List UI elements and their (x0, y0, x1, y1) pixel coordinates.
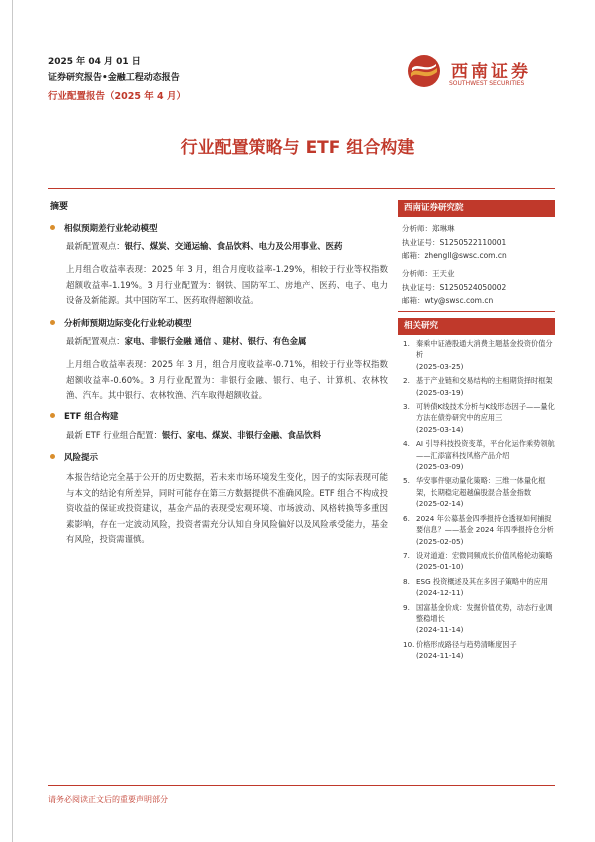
item-date: (2025-03-09) (416, 462, 464, 472)
logo-name-en: SOUTHWEST SECURITIES (449, 80, 525, 87)
item-title: ESG 投资概述及其在多因子策略中的应用 (416, 576, 548, 586)
panel-divider (398, 311, 555, 312)
related-research-item[interactable] (403, 513, 555, 547)
item-date: (2024-12-11) (416, 588, 464, 598)
bullet-icon (50, 454, 55, 459)
item-date: (2025-02-05) (416, 536, 464, 546)
item-title: 2024 年公募基金四季报持仓透视如何捕捉要信息？——基金 2024 年四季报持仓分析 (416, 513, 554, 535)
section-paragraph: 上月组合收益率表现：2025 年 3 月，组合月度收益率-1.29%，相较于行业等权指数超额收益率-1.19%。3 月行业配置为：钢铁、国防军工、房地产、医药、电子、电力设备及新能源。其中国防军工、医药取得超额收益。 (66, 264, 388, 305)
related-research-item[interactable] (403, 576, 555, 599)
related-research-item[interactable] (403, 401, 555, 435)
section-paragraph: 最新 ETF 行业组合配置：银行、家电、煤炭、非银行金融、食品饮料 (66, 430, 322, 440)
item-date: (2025-03-25) (416, 361, 464, 371)
report-title: 行业配置策略与 ETF 组合构建 (180, 138, 415, 158)
allocation-view: 银行、煤炭、交通运输、食品饮料、电力及公用事业、医药 (124, 241, 343, 251)
analyst-cert: 执业证号：S1250524050002 (402, 282, 507, 292)
item-number: 3. (403, 402, 410, 412)
item-number: 2. (403, 376, 410, 386)
item-date: (2025-03-14) (416, 424, 464, 434)
allocation-view: 银行、家电、煤炭、非银行金融、食品饮料 (161, 430, 322, 440)
item-date: (2025-02-14) (416, 499, 464, 509)
bullet-icon (50, 225, 55, 230)
related-research-item[interactable] (403, 639, 555, 662)
report-series: 行业配置报告（2025 年 4 月） (48, 91, 186, 102)
item-title: 可转债K线技术分析与K线形态因子——量化方法在债券研究中的应用三 (416, 402, 555, 423)
item-number: 7. (403, 550, 410, 560)
footer-notice: 请务必阅读正文后的重要声明部分 (48, 795, 168, 804)
related-research-item[interactable] (403, 475, 555, 509)
item-title: 价格形成路径与趋势清晰度因子 (416, 639, 517, 649)
item-number: 6. (403, 513, 410, 523)
analyst-email: 邮箱：zhengll@swsc.com.cn (402, 251, 507, 260)
allocation-view: 家电、非银行金融 通信 、建材、银行、有色金属 (124, 336, 307, 346)
item-title: 基于产业链和交易结构的主相期货择时框架 (416, 376, 553, 386)
logo-mark-icon (407, 54, 441, 88)
item-number: 1. (403, 339, 410, 348)
section-heading: 相似预期差行业轮动模型 (50, 222, 158, 234)
related-research-item[interactable] (403, 438, 555, 472)
related-research-item[interactable] (403, 550, 555, 573)
institute-bar: 西南证券研究院 (398, 200, 555, 217)
item-title: 秦乘中证港股通大消费主题基金投资价值分析 (416, 339, 553, 360)
related-research-bar: 相关研究 (398, 318, 555, 335)
analyst-name: 分析师：王天业 (402, 269, 455, 278)
item-date: (2024-11-14) (416, 651, 464, 661)
section-paragraph: 最新配置观点：家电、非银行金融 通信 、建材、银行、有色金属 (66, 336, 307, 346)
related-research-item[interactable] (403, 375, 555, 398)
section-paragraph: 上月组合收益率表现：2025 年 3 月，组合月度收益率-0.71%，相较于行业等权指数超额收益率-0.60%。3 月行业配置为：非银行金融、银行、电子、计算机、农林牧渔、汽车。其中银行、农林牧渔、汽车取得超额收益。 (66, 359, 388, 400)
report-date: 2025 年 04 月 01 日 (48, 57, 141, 67)
analyst-email: 邮箱：wty@swsc.com.cn (402, 296, 494, 305)
item-number: 10. (403, 639, 415, 649)
section-heading: 风险提示 (50, 451, 98, 463)
item-number: 8. (403, 576, 410, 586)
item-number: 9. (403, 602, 410, 612)
item-number: 4. (403, 439, 410, 449)
item-title: AI 引导科技投资变革，平台化运作乘势领航——汇添富科技风格产品介绍 (416, 439, 555, 460)
item-title: 设对道道：宏微同频成长价值风格轮动策略 (416, 550, 553, 560)
item-date: (2025-03-19) (416, 387, 464, 397)
related-research-item[interactable] (403, 338, 555, 372)
related-research-list (403, 338, 555, 665)
logo-name-cn: 西南证券 (451, 62, 531, 82)
analyst-cert: 执业证号：S1250522110001 (402, 237, 507, 247)
related-research-item[interactable] (403, 602, 555, 636)
section-heading: 分析师预期边际变化行业轮动模型 (50, 317, 192, 329)
bullet-icon (50, 413, 55, 418)
title-divider (48, 188, 555, 189)
item-number: 5. (403, 476, 410, 486)
analyst-name: 分析师：郑琳琳 (402, 224, 455, 233)
item-date: (2024-11-14) (416, 625, 464, 635)
footer-divider (48, 785, 555, 786)
item-date: (2025-01-10) (416, 562, 464, 572)
item-title: 国富基金价成：发掘价值优势，动态行业调整稳增长 (416, 602, 553, 623)
analyst-block (402, 267, 506, 308)
bullet-icon (50, 320, 55, 325)
section-heading: ETF 组合构建 (50, 410, 118, 422)
company-logo (407, 52, 557, 96)
item-title: 华安事件驱动量化策略：三维一体量化框架，长期稳定超越偏股混合基金指数 (416, 476, 546, 497)
summary-heading: 摘要 (50, 202, 69, 212)
page-margin-line (12, 0, 13, 842)
analyst-block (402, 222, 507, 263)
report-type: 证券研究报告•金融工程动态报告 (48, 73, 180, 83)
section-paragraph: 最新配置观点：银行、煤炭、交通运输、食品饮料、电力及公用事业、医药 (66, 241, 343, 251)
risk-paragraph: 本报告结论完全基于公开的历史数据，若未来市场环境发生变化，因子的实际表现可能与本文的结论有所差异，同时可能存在第三方数据提供不准确风险。ETF 组合不构成投资收益的保证或投资建议，基金产品的表现受宏观环境、市场波动、风格转换等多重因素影响，存在一定波动风险，投资者需充分认知自身风险偏好以及风险承受能力，基金有风险，投资需谨慎。 (66, 472, 388, 544)
